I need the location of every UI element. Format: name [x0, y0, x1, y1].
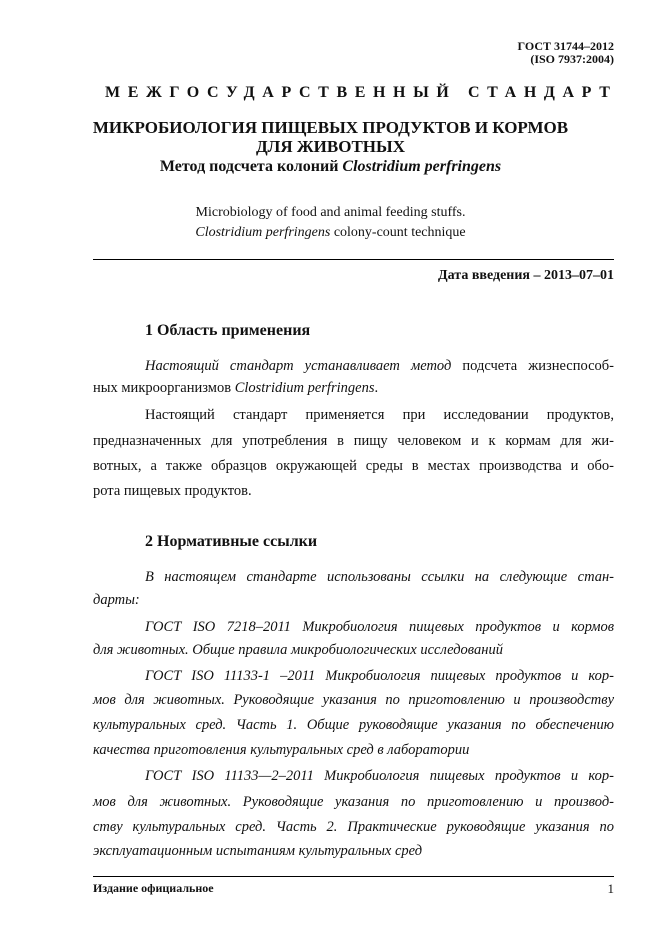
section-1-paragraph-1-line-1	[145, 356, 614, 376]
footer-divider	[93, 876, 614, 877]
reference-2-line-2: мов для животных. Руководящие указания по приготовлению и производству	[93, 692, 614, 708]
reference-3-line-3: ству культуральных сред. Часть 2. Практические руководящие указания по	[93, 819, 614, 835]
standard-code	[518, 40, 615, 66]
subtitle-organism: Clostridium perfringens	[342, 158, 502, 175]
reference-2-line-1: ГОСТ ISO 11133-1 –2011 Микробиология пищевых продуктов и кор-	[145, 668, 614, 684]
reference-1-line-2: для животных. Общие правила микробиологических исследований	[93, 642, 503, 658]
standard-code-gost: ГОСТ 31744–2012	[517, 39, 614, 53]
reference-3-line-1: ГОСТ ISO 11133—2–2011 Микробиология пищевых продуктов и кор-	[145, 768, 614, 784]
section-2-intro-line-1: В настоящем стандарте использованы ссылки на следующие стан-	[145, 569, 614, 585]
title-divider	[93, 259, 614, 260]
section-1-paragraph-1-line-2	[93, 378, 614, 398]
interstate-standard-banner: МЕЖГОСУДАРСТВЕННЫЙ СТАНДАРТ	[105, 84, 618, 101]
reference-2-line-4: качества приготовления культуральных сред в лаборатории	[93, 742, 470, 758]
document-title-line2: ДЛЯ ЖИВОТНЫХ	[255, 137, 405, 156]
page-number: 1	[607, 881, 614, 896]
english-title-line2	[60, 223, 601, 243]
p1-rest: подсчета жизнеспособ-	[451, 358, 614, 374]
english-title-rest: colony-count technique	[330, 225, 466, 240]
english-title-line1: Microbiology of food and animal feeding stuffs.	[195, 205, 466, 220]
document-subtitle	[60, 158, 601, 176]
document-title-line1: МИКРОБИОЛОГИЯ ПИЩЕВЫХ ПРОДУКТОВ И КОРМОВ	[92, 118, 569, 137]
section-1-paragraph-2-line-2: предназначенных для употребления в пищу человеком и к кормам для жи-	[93, 433, 614, 449]
reference-3-line-2: мов для животных. Руководящие указания по приготовлению и производ-	[93, 794, 614, 810]
p1-l2-organism: Clostridium perfringens	[234, 380, 375, 396]
reference-1-line-1: ГОСТ ISO 7218–2011 Микробиология пищевых продуктов и кормов	[145, 619, 614, 635]
section-1-paragraph-2-line-3: вотных, а также образцов окружающей среды в местах производства и обо-	[93, 458, 614, 474]
edition-label: Издание официальное	[93, 881, 214, 895]
english-title-organism: Clostridium perfringens	[195, 225, 331, 240]
reference-3-line-4: эксплуатационным испытаниям культуральных сред	[93, 843, 423, 859]
p1-l2-text: ных микроорганизмов	[93, 380, 235, 396]
introduction-date: Дата введения – 2013–07–01	[438, 268, 614, 283]
p1-l2-end: .	[374, 380, 379, 396]
subtitle-method: Метод подсчета колоний	[159, 158, 343, 175]
section-1-paragraph-2-line-1: Настоящий стандарт применяется при исследовании продуктов,	[145, 407, 614, 423]
section-1-heading: 1 Область применения	[145, 322, 311, 339]
section-2-heading: 2 Нормативные ссылки	[145, 533, 318, 550]
p1-italic-lead: Настоящий стандарт устанавливает метод	[145, 358, 452, 374]
standard-code-iso: (ISO 7937:2004)	[530, 52, 614, 66]
reference-2-line-3: культуральных сред. Часть 1. Общие руководящие указания по обеспечению	[93, 717, 614, 733]
section-1-paragraph-2-line-4: рота пищевых продуктов.	[93, 483, 252, 499]
section-2-intro-line-2: дарты:	[93, 592, 140, 608]
